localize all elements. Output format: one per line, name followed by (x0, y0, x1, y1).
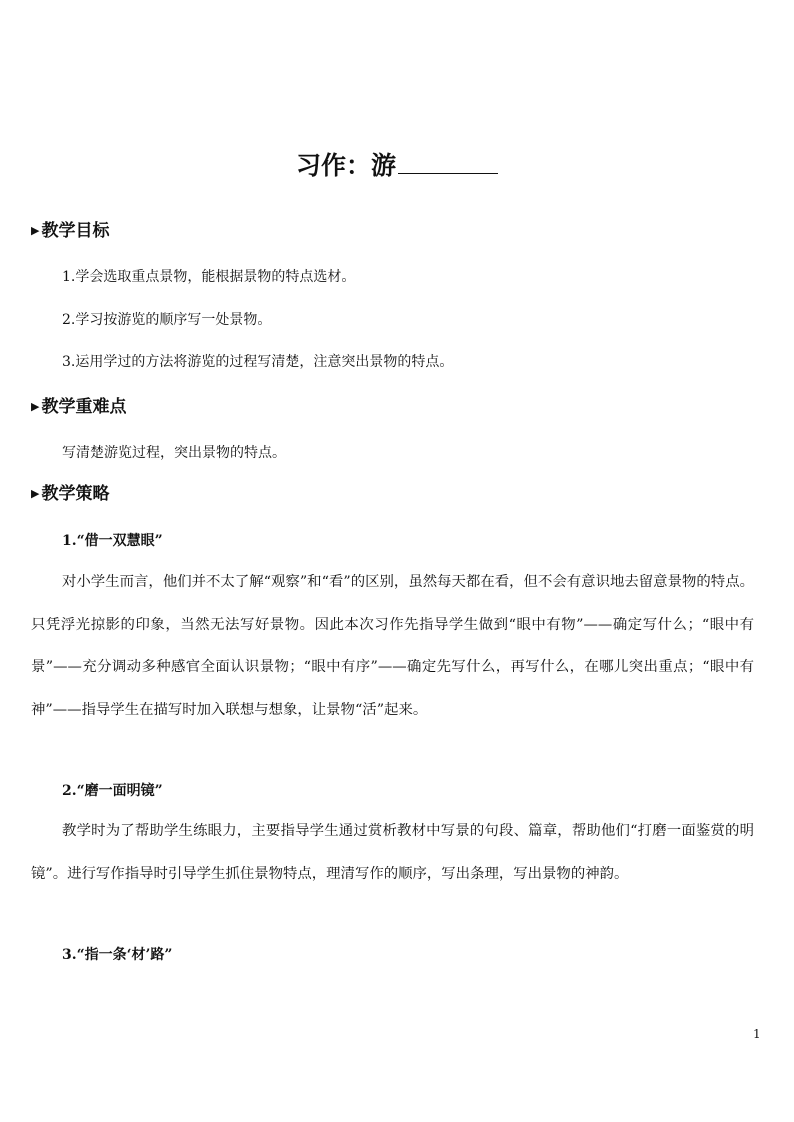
section-heading-text: 教学目标 (41, 221, 110, 241)
triangle-right-icon: ▶ (31, 487, 40, 500)
section-heading-objectives (31, 219, 109, 243)
section-heading-text: 教学策略 (41, 484, 110, 504)
title-text: 习作：游 (295, 151, 396, 180)
title-blank-underline (398, 143, 498, 174)
key-points-text: 写清楚游览过程，突出景物的特点。 (62, 445, 286, 461)
strategy-paragraph: 对小学生而言，他们并不太了解“观察”和“看”的区别，虽然每天都在看，但不会有意识地去留意景物的特点。只凭浮光掠影的印象，当然无法写好景物。因此本次习作先指导学生做到“眼中有物”——确定写什么；“眼中有景”——充分调动多种感官全面认识景物；“眼中有序”——确定先写什么，再写什么，在哪儿突出重点；“眼中有神”——指导学生在描写时加入联想与想象，让景物“活”起来。 (31, 574, 754, 718)
triangle-right-icon: ▶ (31, 224, 40, 237)
objective-item: 3.运用学过的方法将游览的过程写清楚，注意突出景物的特点。 (62, 354, 454, 370)
section-heading-key-points (31, 395, 126, 419)
strategy-title: 3.“指一条‘材’路” (62, 947, 173, 963)
page-title (0, 143, 794, 186)
strategy-paragraph: 教学时为了帮助学生练眼力，主要指导学生通过赏析教材中写景的句段、篇章，帮助他们“打磨一面鉴赏的明镜”。进行写作指导时引导学生抓住景物特点，理清写作的顺序，写出条理，写出景物的神韵。 (31, 823, 754, 882)
triangle-right-icon: ▶ (31, 400, 40, 413)
section-heading-strategies (31, 482, 109, 506)
section-heading-text: 教学重难点 (41, 397, 127, 417)
strategy-title: 2.“磨一面明镜” (62, 783, 163, 799)
objective-item: 2.学习按游览的顺序写一处景物。 (62, 312, 272, 328)
objective-item: 1.学会选取重点景物，能根据景物的特点选材。 (62, 269, 356, 285)
strategy-title: 1.“借一双慧眼” (62, 533, 163, 549)
page-number: 1 (753, 1027, 761, 1041)
